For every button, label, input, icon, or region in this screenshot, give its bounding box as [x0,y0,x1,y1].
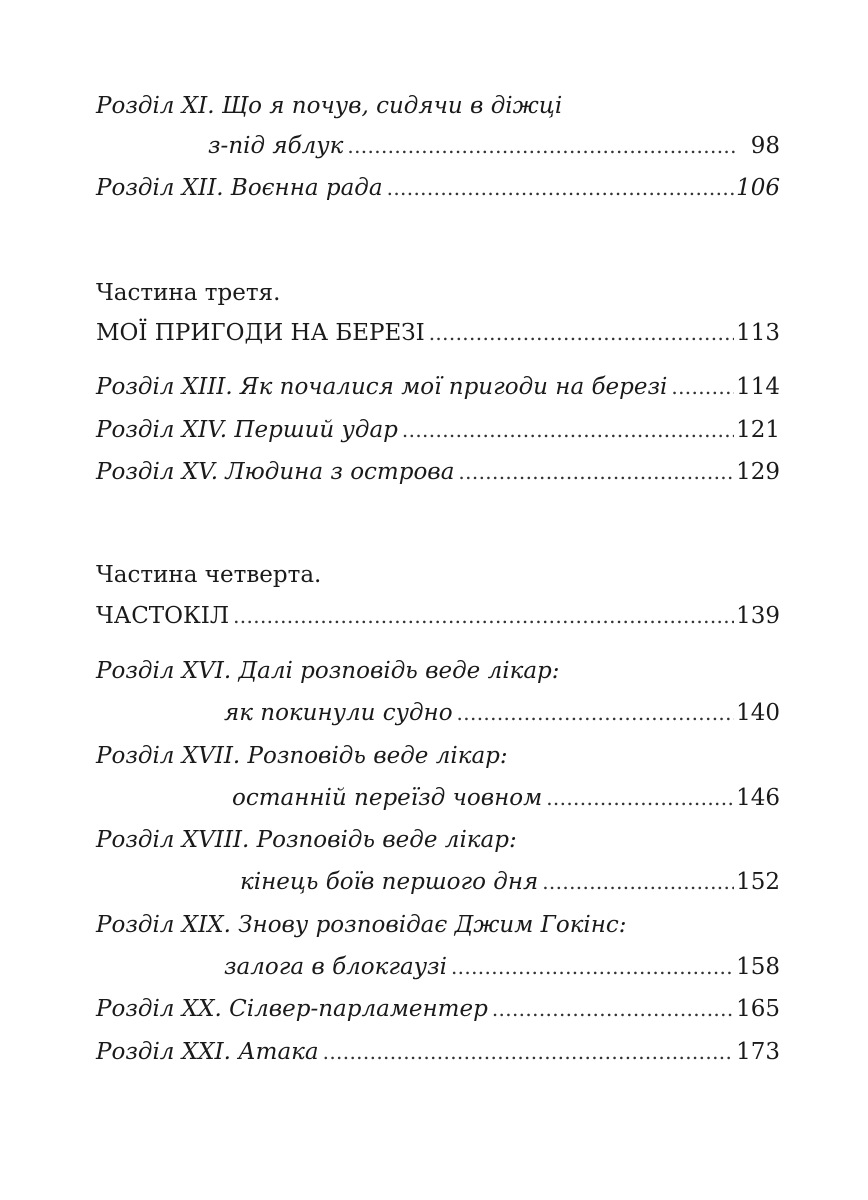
toc-entry-chapter-12 [96,168,780,208]
toc-entry-title: як покинули судно [224,700,453,726]
toc-entry-chapter-16-cont [96,693,780,733]
toc-page-number: 114 [736,374,780,400]
toc-entry-chapter-14 [96,410,780,450]
dot-leader [546,778,734,818]
toc-page-number: 121 [736,417,780,443]
dot-leader [233,596,734,636]
dot-leader [347,126,734,166]
toc-page-number: 113 [736,320,780,346]
toc-entry-title: Розділ XVII. Розповідь веде лікар: [96,743,508,769]
toc-page-number: 173 [736,1039,780,1065]
toc-entry-title: Розділ XX. Сілвер-парламентер [96,996,488,1022]
toc-entry-chapter-19-cont [96,947,780,987]
dot-leader [429,313,734,353]
toc-page-number: 146 [736,785,780,811]
toc-entry-title: з-під яблук [208,133,344,159]
toc-page-number: 158 [736,954,780,980]
toc-entry-chapter-15 [96,452,780,492]
dot-leader [402,410,734,450]
toc-entry-chapter-11 [96,86,780,126]
toc-page-number: 129 [736,459,780,485]
toc-entry-title: кінець боїв першого дня [240,869,539,895]
toc-entry-title: Розділ XVI. Далі розповідь веде лікар: [96,658,560,684]
toc-entry-title: МОЇ ПРИГОДИ НА БЕРЕЗІ [96,320,425,346]
toc-entry-title: Розділ XIX. Знову розповідає Джим Гокінс: [96,912,627,938]
toc-entry-chapter-17 [96,736,780,776]
toc-entry-chapter-19 [96,905,780,945]
toc-entry-chapter-16 [96,651,780,691]
toc-page-number: 165 [736,996,780,1022]
toc-entry-title: Розділ XV. Людина з острова [96,459,455,485]
toc-entry-title: Розділ XII. Воєнна рада [96,175,383,201]
toc-entry-chapter-11-cont [96,126,780,166]
toc-page-number: 152 [736,869,780,895]
toc-entry-chapter-18-cont [96,862,780,902]
toc-entry-title: залога в блокгаузі [224,954,447,980]
part-label: Частина четверта. [96,562,322,588]
toc-entry-title: Розділ XIV. Перший удар [96,417,398,443]
dot-leader [542,862,734,902]
toc-entry-chapter-18 [96,820,780,860]
toc-entry-chapter-20 [96,989,780,1029]
toc-page-number: 98 [750,133,780,159]
toc-entry-title: Розділ XIII. Як почалися мої пригоди на березі [96,374,668,400]
toc-entry-title: ЧАСТОКІЛ [96,603,230,629]
toc-page-number: 140 [736,700,780,726]
toc-entry-chapter-17-cont [96,778,780,818]
dot-leader [323,1032,734,1072]
dot-leader [492,989,734,1029]
toc-entry-chapter-13 [96,367,780,407]
toc-entry-title: Розділ XI. Що я почув, сидячи в діжці [96,93,563,119]
dot-leader [387,168,734,208]
dot-leader [457,693,735,733]
dot-leader [458,452,734,492]
dot-leader [671,367,734,407]
dot-leader [451,947,734,987]
toc-part-title [96,313,780,353]
toc-page-number: 106 [736,175,780,201]
toc-entry-title: останній переїзд човном [232,785,543,811]
toc-part-title [96,596,780,636]
toc-entry-title: Розділ XXI. Атака [96,1039,319,1065]
toc-page-number: 139 [736,603,780,629]
toc-entry-chapter-21 [96,1032,780,1072]
toc-entry-title: Розділ XVIII. Розповідь веде лікар: [96,827,517,853]
part-label: Частина третя. [96,280,281,306]
